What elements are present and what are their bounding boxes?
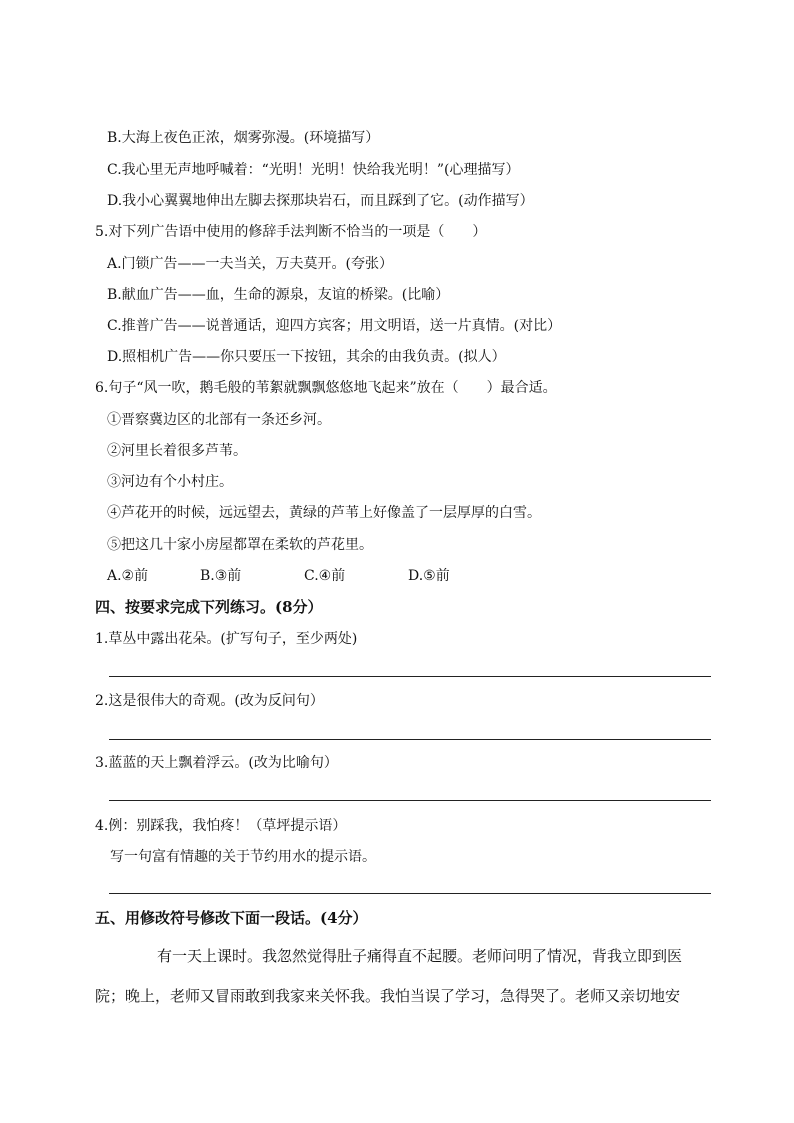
section-4-item-4-sub: 写一句富有情趣的关于节约用水的提示语。 <box>110 849 376 865</box>
q6-choice-d: D.⑤前 <box>408 568 450 584</box>
section-5-title: 五、用修改符号修改下面一段话。(4分） <box>95 909 368 927</box>
q6-choice-a: A.②前 <box>107 568 149 584</box>
q4-option-b: B.大海上夜色正浓，烟雾弥漫。(环境描写） <box>107 130 380 146</box>
answer-line-1[interactable] <box>109 676 711 677</box>
answer-line-2[interactable] <box>109 739 711 740</box>
q6-choice-b: B.③前 <box>200 568 242 584</box>
section-5-para-line-1: 有一天上课时。我忽然觉得肚子痛得直不起腰。老师问明了情况，背我立即到医 <box>157 947 683 965</box>
answer-line-3[interactable] <box>109 800 711 801</box>
q4-option-c: C.我心里无声地呼喊着：“光明！光明！快给我光明！”(心理描写） <box>107 162 520 178</box>
q5-option-d: D.照相机广告——你只要压一下按钮，其余的由我负责。(拟人） <box>107 349 506 365</box>
section-4-title: 四、按要求完成下列练习。(8分） <box>95 598 323 616</box>
q6-item-3: ③河边有个小村庄。 <box>107 474 233 490</box>
q5-option-b: B.献血广告——血，生命的源泉，友谊的桥梁。(比喻） <box>107 287 450 303</box>
q5-option-c: C.推普广告——说普通话，迎四方宾客；用文明语，送一片真情。(对比） <box>107 318 562 334</box>
q6-item-2: ②河里长着很多芦苇。 <box>107 443 247 459</box>
section-5-para-line-2: 院；晚上，老师又冒雨敢到我家来关怀我。我怕当误了学习，急得哭了。老师又亲切地安 <box>95 987 681 1005</box>
q6-choice-c: C.④前 <box>304 568 346 584</box>
section-4-item-2: 2.这是很伟大的奇观。(改为反问句） <box>95 693 324 709</box>
q5-stem: 5.对下列广告语中使用的修辞手法判断不恰当的一项是（ ） <box>95 224 487 240</box>
q6-item-5: ⑤把这几十家小房屋都罩在柔软的芦花里。 <box>107 537 373 553</box>
section-4-item-3: 3.蓝蓝的天上飘着浮云。(改为比喻句） <box>95 755 338 771</box>
q6-choices <box>107 566 450 586</box>
answer-line-4[interactable] <box>109 893 711 894</box>
q5-option-a: A.门锁广告——一夫当关，万夫莫开。(夸张） <box>107 256 394 272</box>
section-4-item-4: 4.例：别踩我，我怕疼！（草坪提示语） <box>95 818 347 834</box>
q4-option-d: D.我小心翼翼地伸出左脚去探那块岩石，而且踩到了它。(动作描写） <box>107 193 534 209</box>
q6-item-1: ①晋察冀边区的北部有一条还乡河。 <box>107 412 331 428</box>
section-4-item-1: 1.草丛中露出花朵。(扩写句子，至少两处) <box>95 631 358 647</box>
q6-item-4: ④芦花开的时候，远远望去，黄绿的芦苇上好像盖了一层厚厚的白雪。 <box>107 505 541 521</box>
q6-stem: 6.句子“风一吹，鹅毛般的苇絮就飘飘悠悠地飞起来”放在（ ）最合适。 <box>95 380 557 396</box>
